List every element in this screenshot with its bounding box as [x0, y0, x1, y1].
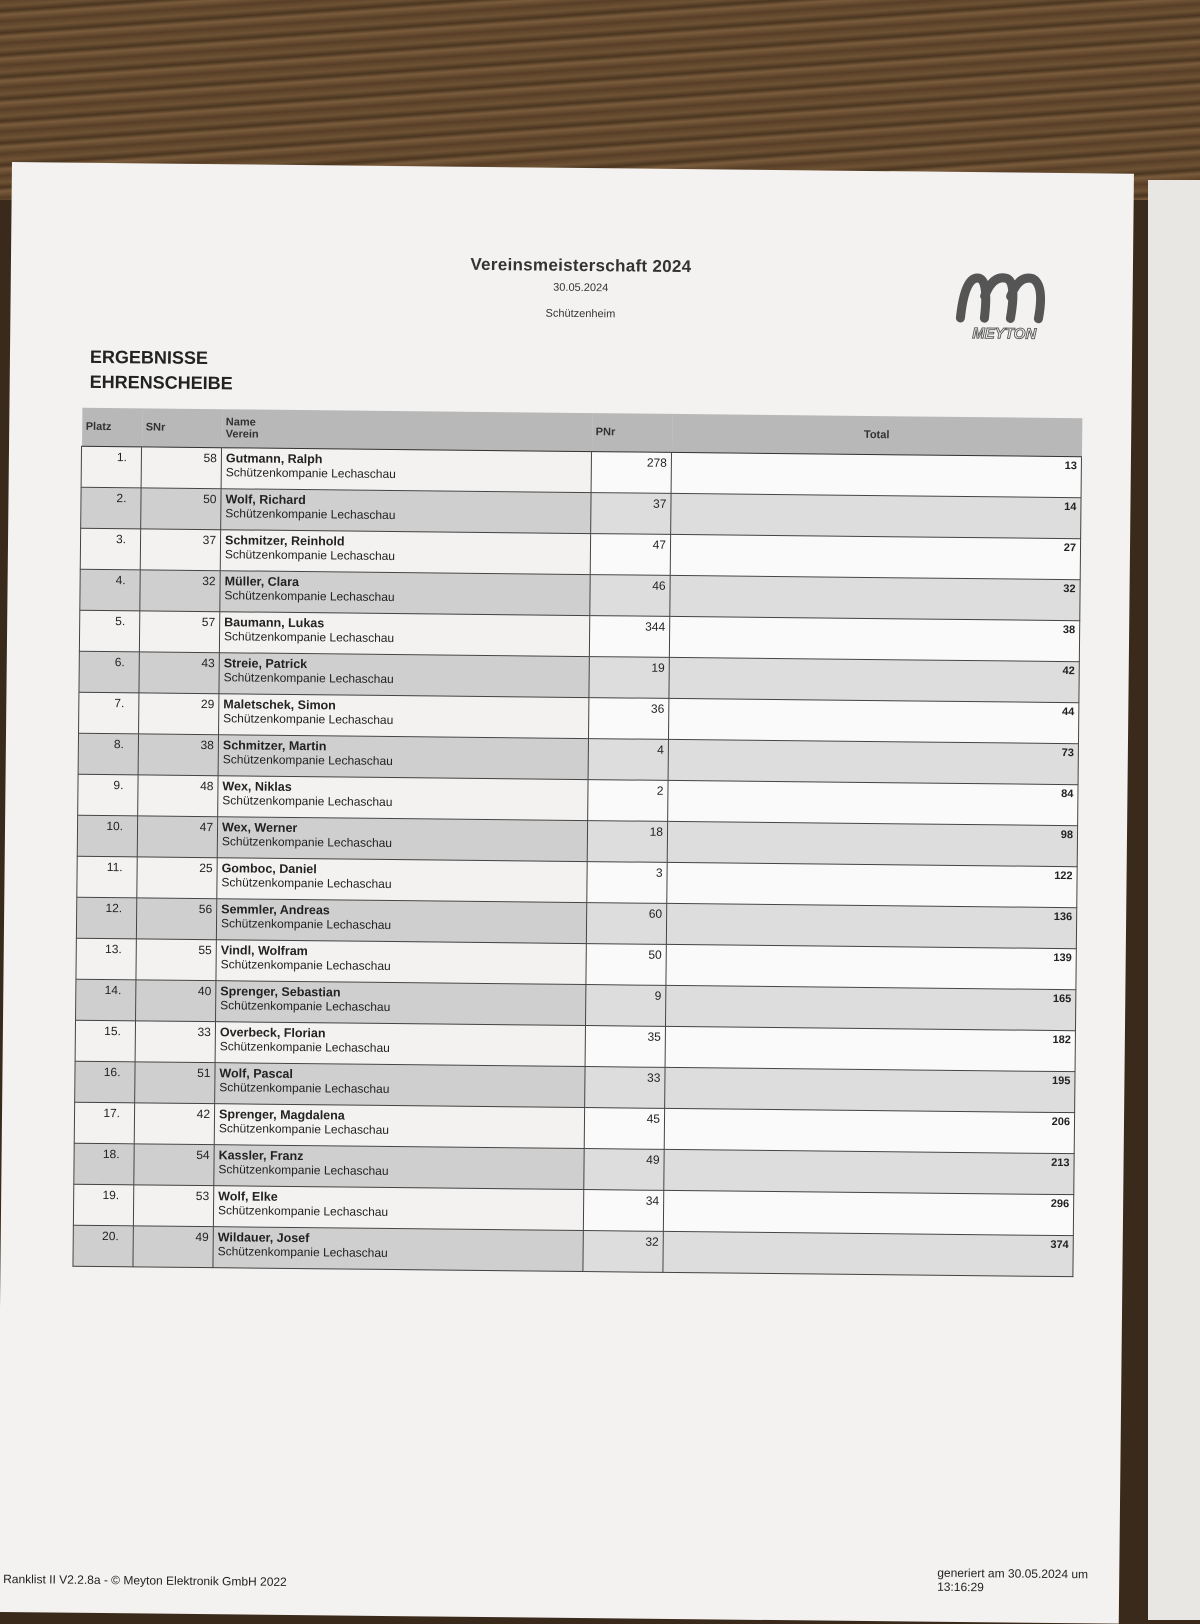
row-total: 38	[669, 616, 1079, 661]
row-name: Semmler, Andreas	[221, 902, 330, 918]
row-pnr: 37	[591, 493, 671, 535]
row-name-verein	[219, 694, 589, 739]
row-pnr: 46	[590, 575, 670, 617]
row-pnr: 19	[589, 657, 669, 699]
row-platz: 7.	[79, 692, 139, 734]
row-snr: 54	[134, 1144, 214, 1186]
row-total: 27	[670, 534, 1080, 579]
row-snr: 48	[138, 775, 218, 817]
header-platz: Platz	[82, 408, 142, 447]
row-snr: 51	[135, 1062, 215, 1104]
header-pnr: PNr	[591, 413, 671, 452]
row-name: Overbeck, Florian	[219, 1025, 326, 1041]
row-pnr: 50	[586, 944, 666, 986]
row-platz: 12.	[76, 897, 136, 939]
row-verein: Schützenkompanie Lechaschau	[217, 1244, 388, 1260]
results-sheet	[0, 162, 1134, 1624]
row-platz: 17.	[74, 1102, 134, 1144]
row-snr: 53	[133, 1185, 213, 1227]
row-name-verein	[216, 899, 586, 944]
row-verein: Schützenkompanie Lechaschau	[219, 1080, 390, 1097]
row-total: 296	[663, 1190, 1073, 1235]
row-platz: 8.	[78, 733, 138, 775]
row-snr: 40	[136, 980, 216, 1022]
row-name: Wildauer, Josef	[217, 1230, 310, 1246]
row-snr: 33	[135, 1021, 215, 1063]
row-total: 14	[671, 493, 1081, 538]
row-name-verein	[218, 776, 588, 821]
row-platz: 10.	[77, 815, 137, 857]
row-name-verein	[214, 1145, 584, 1190]
row-name: Wolf, Elke	[218, 1189, 278, 1204]
row-name: Gutmann, Ralph	[225, 451, 323, 467]
row-pnr: 32	[583, 1231, 663, 1273]
row-name-verein	[218, 735, 588, 780]
row-snr: 32	[140, 570, 220, 612]
row-name-verein	[220, 530, 590, 575]
row-name: Sprenger, Sebastian	[220, 984, 341, 1000]
row-verein: Schützenkompanie Lechaschau	[218, 1162, 389, 1178]
row-snr: 37	[140, 529, 220, 571]
header-name-verein	[222, 409, 592, 451]
row-name-verein	[219, 612, 589, 657]
row-name-verein	[221, 489, 591, 534]
row-total: 165	[665, 985, 1075, 1030]
row-name: Wolf, Pascal	[219, 1066, 293, 1081]
row-verein: Schützenkompanie Lechaschau	[222, 793, 393, 810]
row-name-verein	[215, 1022, 585, 1067]
row-snr: 58	[141, 447, 221, 489]
row-name-verein	[214, 1104, 584, 1149]
row-platz: 11.	[77, 856, 137, 898]
row-name-verein	[219, 653, 589, 698]
row-verein: Schützenkompanie Lechaschau	[223, 629, 395, 646]
row-name-verein	[216, 940, 586, 985]
row-pnr: 344	[589, 616, 669, 658]
row-platz: 13.	[76, 938, 136, 980]
row-name: Maletschek, Simon	[223, 697, 336, 713]
row-verein: Schützenkompanie Lechaschau	[220, 998, 391, 1015]
row-pnr: 18	[587, 821, 667, 863]
row-pnr: 3	[587, 862, 667, 904]
row-total: 42	[669, 657, 1079, 702]
row-platz: 2.	[81, 487, 141, 529]
row-snr: 57	[139, 611, 219, 653]
row-name: Vindl, Wolfram	[220, 943, 308, 959]
row-verein: Schützenkompanie Lechaschau	[221, 875, 392, 892]
row-total: 84	[668, 780, 1078, 825]
row-snr: 56	[136, 898, 216, 940]
row-snr: 43	[139, 652, 219, 694]
row-pnr: 49	[584, 1149, 664, 1191]
row-total: 195	[665, 1067, 1075, 1112]
row-platz: 19.	[73, 1184, 133, 1226]
row-verein: Schützenkompanie Lechaschau	[225, 506, 396, 523]
row-name: Wolf, Richard	[225, 492, 306, 508]
row-verein: Schützenkompanie Lechaschau	[219, 1039, 390, 1056]
header-total: Total	[671, 414, 1081, 457]
row-verein: Schützenkompanie Lechaschau	[223, 670, 394, 687]
row-name: Gomboc, Daniel	[221, 861, 317, 877]
row-name: Wex, Werner	[221, 820, 298, 836]
row-name: Schmitzer, Reinhold	[224, 533, 345, 549]
row-verein: Schützenkompanie Lechaschau	[221, 834, 393, 851]
row-verein: Schützenkompanie Lechaschau	[223, 711, 394, 728]
results-table	[72, 408, 1082, 1277]
logo-text: MEYTON	[972, 325, 1037, 343]
row-total: 213	[664, 1149, 1074, 1194]
row-verein: Schützenkompanie Lechaschau	[225, 465, 396, 482]
row-name: Baumann, Lukas	[224, 615, 325, 631]
row-name-verein	[215, 1063, 585, 1108]
row-snr: 55	[136, 939, 216, 981]
footer-generated: generiert am 30.05.2024 um 13:16:29	[937, 1565, 1089, 1595]
row-total: 182	[665, 1026, 1075, 1071]
row-name-verein	[213, 1227, 583, 1272]
header-name: Name	[225, 416, 256, 429]
row-snr: 50	[141, 488, 221, 530]
row-verein: Schützenkompanie Lechaschau	[224, 588, 395, 605]
row-snr: 25	[137, 857, 217, 899]
row-name-verein	[216, 981, 586, 1026]
row-pnr: 35	[585, 1026, 665, 1068]
row-platz: 4.	[80, 569, 140, 611]
row-pnr: 278	[591, 452, 671, 494]
row-snr: 38	[138, 734, 218, 776]
row-platz: 5.	[79, 610, 139, 652]
row-verein: Schützenkompanie Lechaschau	[220, 957, 391, 974]
row-platz: 16.	[75, 1061, 135, 1103]
row-platz: 14.	[76, 979, 136, 1021]
row-verein: Schützenkompanie Lechaschau	[218, 1121, 390, 1138]
row-name: Kassler, Franz	[218, 1148, 304, 1164]
row-snr: 42	[134, 1103, 214, 1145]
row-verein: Schützenkompanie Lechaschau	[220, 916, 392, 933]
row-platz: 18.	[74, 1143, 134, 1185]
row-pnr: 4	[588, 739, 668, 781]
row-snr: 47	[137, 816, 217, 858]
row-name: Müller, Clara	[224, 574, 300, 590]
row-total: 32	[670, 575, 1080, 620]
row-name: Streie, Patrick	[223, 656, 308, 672]
row-total: 122	[667, 862, 1077, 907]
row-snr: 29	[139, 693, 219, 735]
row-name-verein	[220, 571, 590, 616]
row-total: 44	[668, 698, 1078, 743]
row-pnr: 9	[585, 985, 665, 1027]
header-verein: Verein	[225, 428, 259, 441]
row-pnr: 33	[585, 1067, 665, 1109]
row-pnr: 45	[584, 1108, 664, 1150]
row-pnr: 34	[583, 1190, 663, 1232]
row-platz: 6.	[79, 651, 139, 693]
row-total: 374	[663, 1231, 1073, 1276]
row-platz: 1.	[81, 446, 141, 488]
row-platz: 9.	[78, 774, 138, 816]
row-verein: Schützenkompanie Lechaschau	[222, 752, 393, 769]
row-pnr: 2	[588, 780, 668, 822]
row-pnr: 36	[588, 698, 668, 740]
row-total: 206	[664, 1108, 1074, 1153]
row-total: 139	[666, 944, 1076, 989]
document-date: 30.05.2024	[553, 281, 609, 295]
adjacent-paper-sheet	[1148, 180, 1200, 1620]
row-name: Sprenger, Magdalena	[218, 1107, 345, 1123]
section-line-2: EHRENSCHEIBE	[89, 371, 233, 394]
row-platz: 15.	[75, 1020, 135, 1062]
row-name-verein	[217, 817, 587, 862]
row-total: 98	[667, 821, 1077, 866]
row-name: Wex, Niklas	[222, 779, 292, 794]
section-title	[90, 345, 234, 396]
row-name: Schmitzer, Martin	[222, 738, 327, 754]
row-name-verein	[221, 448, 591, 493]
row-platz: 3.	[80, 528, 140, 570]
row-pnr: 47	[590, 534, 670, 576]
row-pnr: 60	[586, 903, 666, 945]
row-verein: Schützenkompanie Lechaschau	[217, 1203, 389, 1219]
header-snr: SNr	[142, 408, 222, 447]
row-total: 13	[671, 452, 1081, 497]
row-snr: 49	[133, 1226, 213, 1268]
footer-software: Ranklist II V2.2.8a - © Meyton Elektronik GmbH 2022	[3, 1571, 287, 1589]
row-total: 73	[668, 739, 1078, 784]
document-venue: Schützenheim	[545, 307, 616, 321]
row-name-verein	[217, 858, 587, 903]
row-name-verein	[213, 1186, 583, 1231]
meyton-logo-icon	[954, 256, 1055, 347]
row-total: 136	[666, 903, 1076, 948]
document-title: Vereinsmeisterschaft 2024	[470, 254, 692, 277]
section-line-1: ERGEBNISSE	[89, 346, 209, 369]
document-header	[430, 254, 731, 321]
row-verein: Schützenkompanie Lechaschau	[224, 547, 396, 564]
row-platz: 20.	[73, 1225, 133, 1267]
